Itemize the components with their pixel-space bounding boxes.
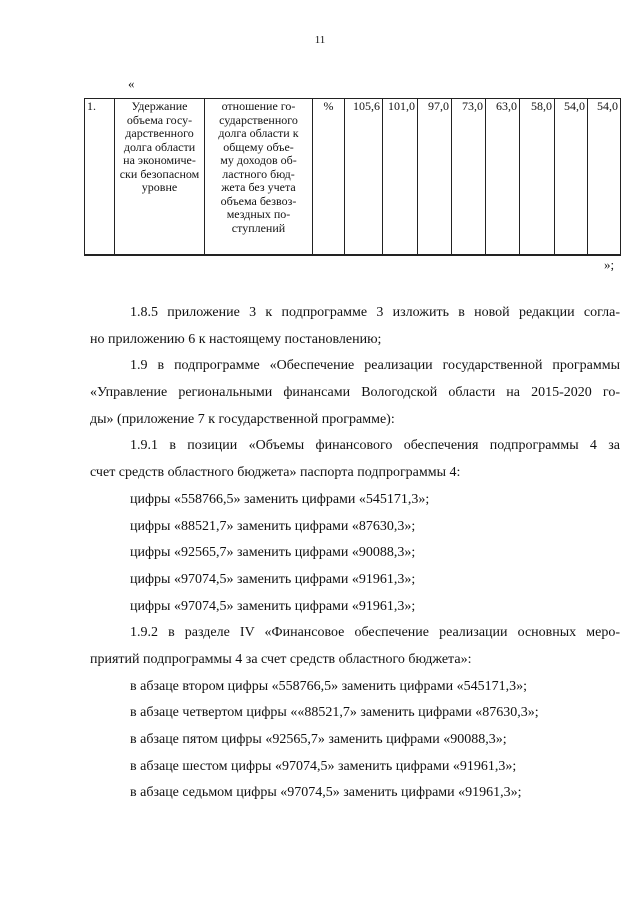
paragraph-line: цифры «92565,7» заменить цифрами «90088,3»;	[130, 545, 416, 561]
row-number-cell: 1.	[85, 99, 115, 255]
paragraph-line: но приложению 6 к настоящему постановлению;	[90, 331, 382, 347]
indicator-table	[84, 98, 621, 256]
indicator-line: долга области к	[218, 126, 299, 140]
paragraph-line: 1.9 в подпрограмме «Обеспечение реализации государственной программы	[130, 358, 620, 374]
indicator-line: сударственного	[219, 112, 298, 127]
indicator-line: ступлений	[231, 220, 286, 235]
paragraph-line: ды» (приложение 7 к государственной программе):	[90, 411, 395, 427]
goal-line: на экономиче-	[123, 153, 196, 167]
paragraph-line: в абзаце шестом цифры «97074,5» заменить цифрами «91961,3»;	[130, 758, 517, 774]
goal-line: объема госу-	[126, 112, 193, 127]
paragraph-line: «Управление региональными финансами Вологодской области на 2015-2020 го-	[90, 385, 620, 401]
value-cell: 105,6	[345, 99, 383, 255]
paragraph-line: в абзаце седьмом цифры «97074,5» заменить цифрами «91961,3»;	[130, 785, 522, 801]
paragraph-line: цифры «88521,7» заменить цифрами «87630,3»;	[130, 518, 416, 534]
indicator-line: мездных по-	[226, 207, 291, 221]
indicator-line: отношение го-	[221, 99, 296, 113]
closing-quote: »;	[604, 257, 615, 272]
indicator-line: объема безвоз-	[220, 193, 297, 208]
indicator-line: жета без учета	[221, 180, 296, 194]
paragraph-line: цифры «97074,5» заменить цифрами «91961,3»;	[130, 598, 416, 614]
paragraph-line: в абзаце втором цифры «558766,5» заменить цифрами «545171,3»;	[130, 678, 527, 694]
paragraph-line: счет средств областного бюджета» паспорта подпрограммы 4:	[90, 465, 461, 481]
goal-line: уровне	[141, 180, 178, 194]
paragraph-line: в абзаце четвертом цифры ««88521,7» заменить цифрами «87630,3»;	[130, 705, 539, 721]
indicator-line: му доходов об-	[220, 153, 297, 167]
goal-line: Удержание	[131, 99, 188, 113]
goal-cell	[115, 99, 205, 255]
value-cell: 97,0	[418, 99, 452, 255]
paragraph-line: приятий подпрограммы 4 за счет средств областного бюджета»:	[90, 651, 472, 667]
table-row	[85, 99, 621, 255]
paragraph-line: в абзаце пятом цифры «92565,7» заменить цифрами «90088,3»;	[130, 732, 507, 747]
value-cell: 54,0	[555, 99, 588, 255]
paragraph-line: 1.9.2 в разделе IV «Финансовое обеспечение реализации основных меро-	[130, 625, 620, 641]
goal-line: ски безопасном	[119, 166, 200, 181]
value-cell: 58,0	[520, 99, 555, 255]
paragraph-line: 1.9.1 в позиции «Объемы финансового обеспечения подпрограммы 4 за	[130, 438, 620, 454]
indicator-line: общему объе-	[223, 139, 294, 154]
value-cell: 73,0	[452, 99, 486, 255]
page-number: 11	[314, 34, 326, 46]
paragraph-line: цифры «558766,5» заменить цифрами «545171,3»;	[130, 491, 430, 507]
opening-quote: «	[128, 76, 135, 91]
value-cell: 54,0	[588, 99, 621, 255]
document-body	[90, 300, 620, 807]
indicator-cell	[205, 99, 313, 255]
goal-line: дарственного	[125, 126, 194, 140]
value-cell: 63,0	[486, 99, 520, 255]
unit-cell: %	[313, 99, 345, 255]
paragraph-line: цифры «97074,5» заменить цифрами «91961,3»;	[130, 571, 416, 587]
goal-line: долга области	[123, 139, 196, 154]
paragraph-line: 1.8.5 приложение 3 к подпрограмме 3 изложить в новой редакции согла-	[130, 305, 620, 320]
indicator-line: ластного бюд-	[222, 166, 295, 181]
value-cell: 101,0	[383, 99, 418, 255]
